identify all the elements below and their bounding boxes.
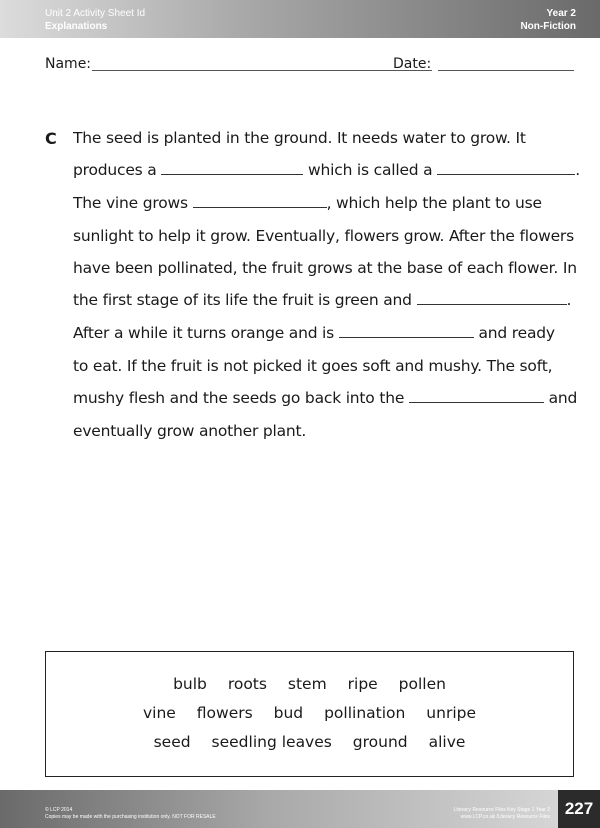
answer-blank-6[interactable] (409, 390, 544, 403)
series-text: Literacy Resource Files Key Stage 1 Year 2 (453, 807, 550, 813)
word-bank-row-1 (46, 675, 573, 693)
answer-blank-4[interactable] (417, 292, 567, 305)
text-line-8: to eat. If the fruit is not picked it goes soft and mushy. The soft, (73, 357, 553, 375)
question-letter: C (45, 129, 57, 148)
genre-label: Non-Fiction (520, 21, 576, 32)
unit-label: Unit 2 Activity Sheet Id (45, 8, 146, 19)
page-number: 227 (558, 790, 600, 828)
answer-blank-1[interactable] (161, 162, 303, 175)
text-line-5: have been pollinated, the fruit grows at the base of each flower. In (73, 259, 577, 277)
word-alive: alive (428, 733, 466, 751)
name-date-row (45, 56, 575, 76)
word-seed: seed (153, 733, 191, 751)
text-line-2: produces a which is called a . (73, 161, 580, 179)
date-label: Date: (393, 56, 432, 72)
name-label: Name: (45, 56, 92, 72)
footer-bar (0, 790, 600, 828)
copy-notice: Copies may be made with the purchasing institution only. NOT FOR RESALE (45, 814, 216, 820)
year-label: Year 2 (546, 8, 576, 19)
word-bud: bud (273, 704, 304, 722)
answer-blank-3[interactable] (193, 195, 327, 208)
text-line-1: The seed is planted in the ground. It needs water to grow. It (73, 129, 526, 147)
answer-blank-2[interactable] (437, 162, 575, 175)
website-text: www.LCP.co.uk /Literacy Resource Files (460, 814, 550, 820)
date-field[interactable] (438, 70, 574, 71)
word-bulb: bulb (173, 675, 207, 693)
word-flowers: flowers (196, 704, 253, 722)
word-ground: ground (352, 733, 408, 751)
header-bar (0, 0, 600, 38)
word-pollination: pollination (324, 704, 406, 722)
word-bank (45, 651, 574, 777)
answer-blank-5[interactable] (339, 325, 474, 338)
word-stem: stem (287, 675, 327, 693)
section-label: Explanations (45, 21, 108, 32)
word-bank-row-2 (46, 704, 573, 722)
word-roots: roots (227, 675, 267, 693)
word-pollen: pollen (398, 675, 446, 693)
word-ripe: ripe (347, 675, 378, 693)
text-line-3: The vine grows , which help the plant to use (73, 194, 542, 212)
name-field[interactable] (92, 70, 432, 71)
word-unripe: unripe (426, 704, 476, 722)
copyright-text: © LCP 2014 (45, 807, 73, 813)
text-line-9: mushy flesh and the seeds go back into the and (73, 389, 578, 407)
word-bank-row-3 (46, 733, 573, 751)
text-line-7: After a while it turns orange and is and ready (73, 324, 555, 342)
word-vine: vine (143, 704, 176, 722)
text-line-10: eventually grow another plant. (73, 422, 307, 440)
text-line-6: the first stage of its life the fruit is green and . (73, 291, 572, 309)
text-line-4: sunlight to help it grow. Eventually, flowers grow. After the flowers (73, 227, 574, 245)
word-seedling-leaves: seedling leaves (211, 733, 332, 751)
